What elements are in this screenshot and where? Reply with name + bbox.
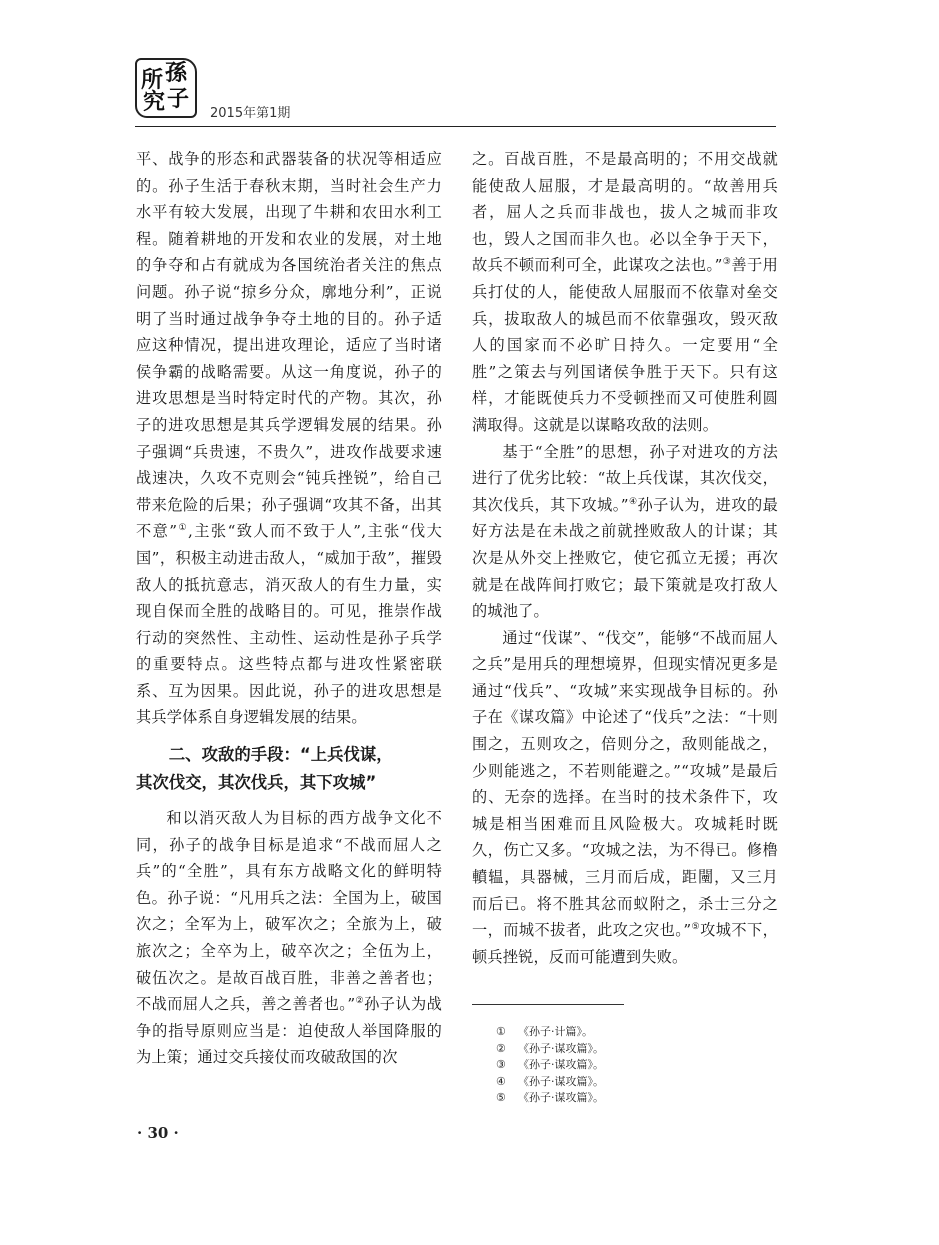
paragraph-text: 善于用兵打仗的人，能使敌人屈服而不依靠对垒交兵，拔取敌人的城邑而不依靠强攻，毁灭敌人的国家而不必旷日持久。一定要用“全胜”之策去与列国诸侯争胜于天下。只有这样，才能既使兵力不受顿挫而又可使胜利圆满取得。这就是以谋略攻敌的法则。: [472, 256, 778, 434]
paragraph-text: ,主张“致人而不致于人”,主张“伐大国”，积极主动进击敌人，“威加于敌”，摧毁敌人的抵抗意志，消灭敌人的有生力量，实现自保而全胜的战略目的。可见，推崇作战行动的突然性、主动性、运动性是孙子兵学的重要特点。这些特点都与进攻性紧密联系、互为因果。因此说，孙子的进攻思想是其兵学体系自身逻辑发展的结果。: [136, 522, 442, 727]
footnote-text: 《孙子·谋攻篇》。: [518, 1091, 604, 1105]
paragraph-text: 通过“伐谋”、“伐交”，能够“不战而屈人之兵”是用兵的理想境界，但现实情况更多是通过“伐兵”、“攻城”来实现战争目标的。孙子在《谋攻篇》中论述了“伐兵”之法：“十则围之，五则攻之，倍则分之，敌则能战之，少则能逃之，不若则能避之。”“攻城”是最后的、无奈的选择。在当时的技术条件下，攻城是相当困难而且风险极大。攻城耗时既久，伤亡又多。“攻城之法，为不得已。修橹轒辒，具器械，三月而后成，距闉，又三月而后已。将不胜其忿而蚁附之，杀士三分之一，而城不拔者，此攻之灾也。”: [472, 628, 778, 940]
paragraph: [472, 625, 778, 971]
left-column: [136, 146, 442, 1071]
footnote-number: ③: [496, 1058, 506, 1072]
paragraph-text: 基于“全胜”的思想，孙子对进攻的方法进行了优劣比较：“故上兵伐谋，其次伐交，其次伐兵，其下攻城。”: [472, 442, 778, 514]
footnotes: [496, 1024, 604, 1107]
logo-char: 孫: [165, 60, 188, 86]
logo-char: 子: [167, 86, 190, 112]
paragraph: [136, 146, 442, 731]
footnote-item: [496, 1074, 604, 1091]
footnote-ref[interactable]: ①: [177, 523, 189, 534]
footnote-text: 《孙子·谋攻篇》。: [518, 1074, 604, 1088]
header-divider: [135, 126, 776, 127]
paragraph-text: 之。百战百胜，不是最高明的；不用交战就能使敌人屈服，才是最高明的。“故善用兵者，屈人之兵而非战也，拔人之城而非攻也，毁人之国而非久也。必以全争于天下，故兵不顿而利可全，此谋攻之法也。”: [472, 150, 778, 275]
paragraph: [136, 805, 442, 1071]
footnote-item: [496, 1024, 604, 1041]
footnote-number: ②: [496, 1041, 506, 1055]
paragraph: [472, 146, 778, 439]
footnote-text: 《孙子·谋攻篇》。: [518, 1041, 604, 1055]
paragraph-text: 攻城不下，顿兵挫锐，反而可能遭到失败。: [472, 921, 778, 966]
footnote-ref[interactable]: ③: [722, 257, 732, 268]
logo-char: 所: [141, 67, 164, 93]
footnote-ref[interactable]: ②: [355, 996, 365, 1007]
page-number: · 30 ·: [137, 1124, 179, 1142]
footnote-item: [496, 1041, 604, 1058]
paragraph-text: 平、战争的形态和武器装备的状况等相适应的。孙子生活于春秋末期，当时社会生产力水平有较大发展，出现了牛耕和农田水利工程。随着耕地的开发和农业的发展，对土地的争夺和占有就成为各国统治者关注的焦点问题。孙子说“掠乡分众，廓地分利”，正说明了当时通过战争争夺土地的目的。孙子适应这种情况，提出进攻理论，适应了当时诸侯争霸的战略需要。从这一角度说，孙子的进攻思想是当时特定时代的产物。其次，孙子的进攻思想是其兵学逻辑发展的结果。孙子强调“兵贵速，不贵久”，进攻作战要求速战速决，久攻不克则会“钝兵挫锐”，给自己带来危险的后果；孙子强调“攻其不备，出其不意”: [136, 150, 442, 541]
issue-label: 2015年第1期: [210, 106, 291, 121]
paragraph: [472, 439, 778, 625]
heading-line: 其次伐交，其次伐兵，其下攻城”: [136, 773, 377, 793]
footnote-text: 《孙子·谋攻篇》。: [518, 1058, 604, 1072]
journal-logo: [135, 58, 197, 118]
footnote-text: 《孙子·计篇》。: [518, 1025, 593, 1038]
footnote-number: ④: [496, 1074, 506, 1088]
paragraph-text: 和以消灭敌人为目标的西方战争文化不同，孙子的战争目标是追求“不战而屈人之兵”的“全胜”，具有东方战略文化的鲜明特色。孙子说：“凡用兵之法：全国为上，破国次之；全军为上，破军次之；全旅为上，破旅次之；全卒为上，破卒次之；全伍为上，破伍次之。是故百战百胜，非善之善者也；不战而屈人之兵，善之善者也。”: [136, 809, 442, 1014]
paragraph-text: 孙子认为战争的指导原则应当是：迫使敌人举国降服的为上策；通过交兵接仗而攻破敌国的次: [136, 995, 442, 1067]
right-column: [472, 146, 778, 970]
footnote-ref[interactable]: ⑤: [691, 922, 701, 933]
footnote-item: [496, 1090, 604, 1107]
paragraph-text: 孙子认为，进攻的最好方法是在未战之前就挫败敌人的计谋；其次是从外交上挫败它，使它孤立无援；再次就是在战阵间打败它；最下策就是攻打敌人的城池了。: [472, 495, 778, 621]
footnote-item: [496, 1057, 604, 1074]
footnote-divider: [472, 1004, 624, 1005]
logo-char: 究: [143, 89, 166, 115]
footnote-number: ①: [496, 1025, 506, 1038]
footnote-ref[interactable]: ④: [628, 496, 638, 507]
heading-line: 二、攻敌的手段：“上兵伐谋，: [168, 745, 393, 765]
footnote-number: ⑤: [496, 1091, 506, 1105]
section-heading: [136, 741, 442, 797]
